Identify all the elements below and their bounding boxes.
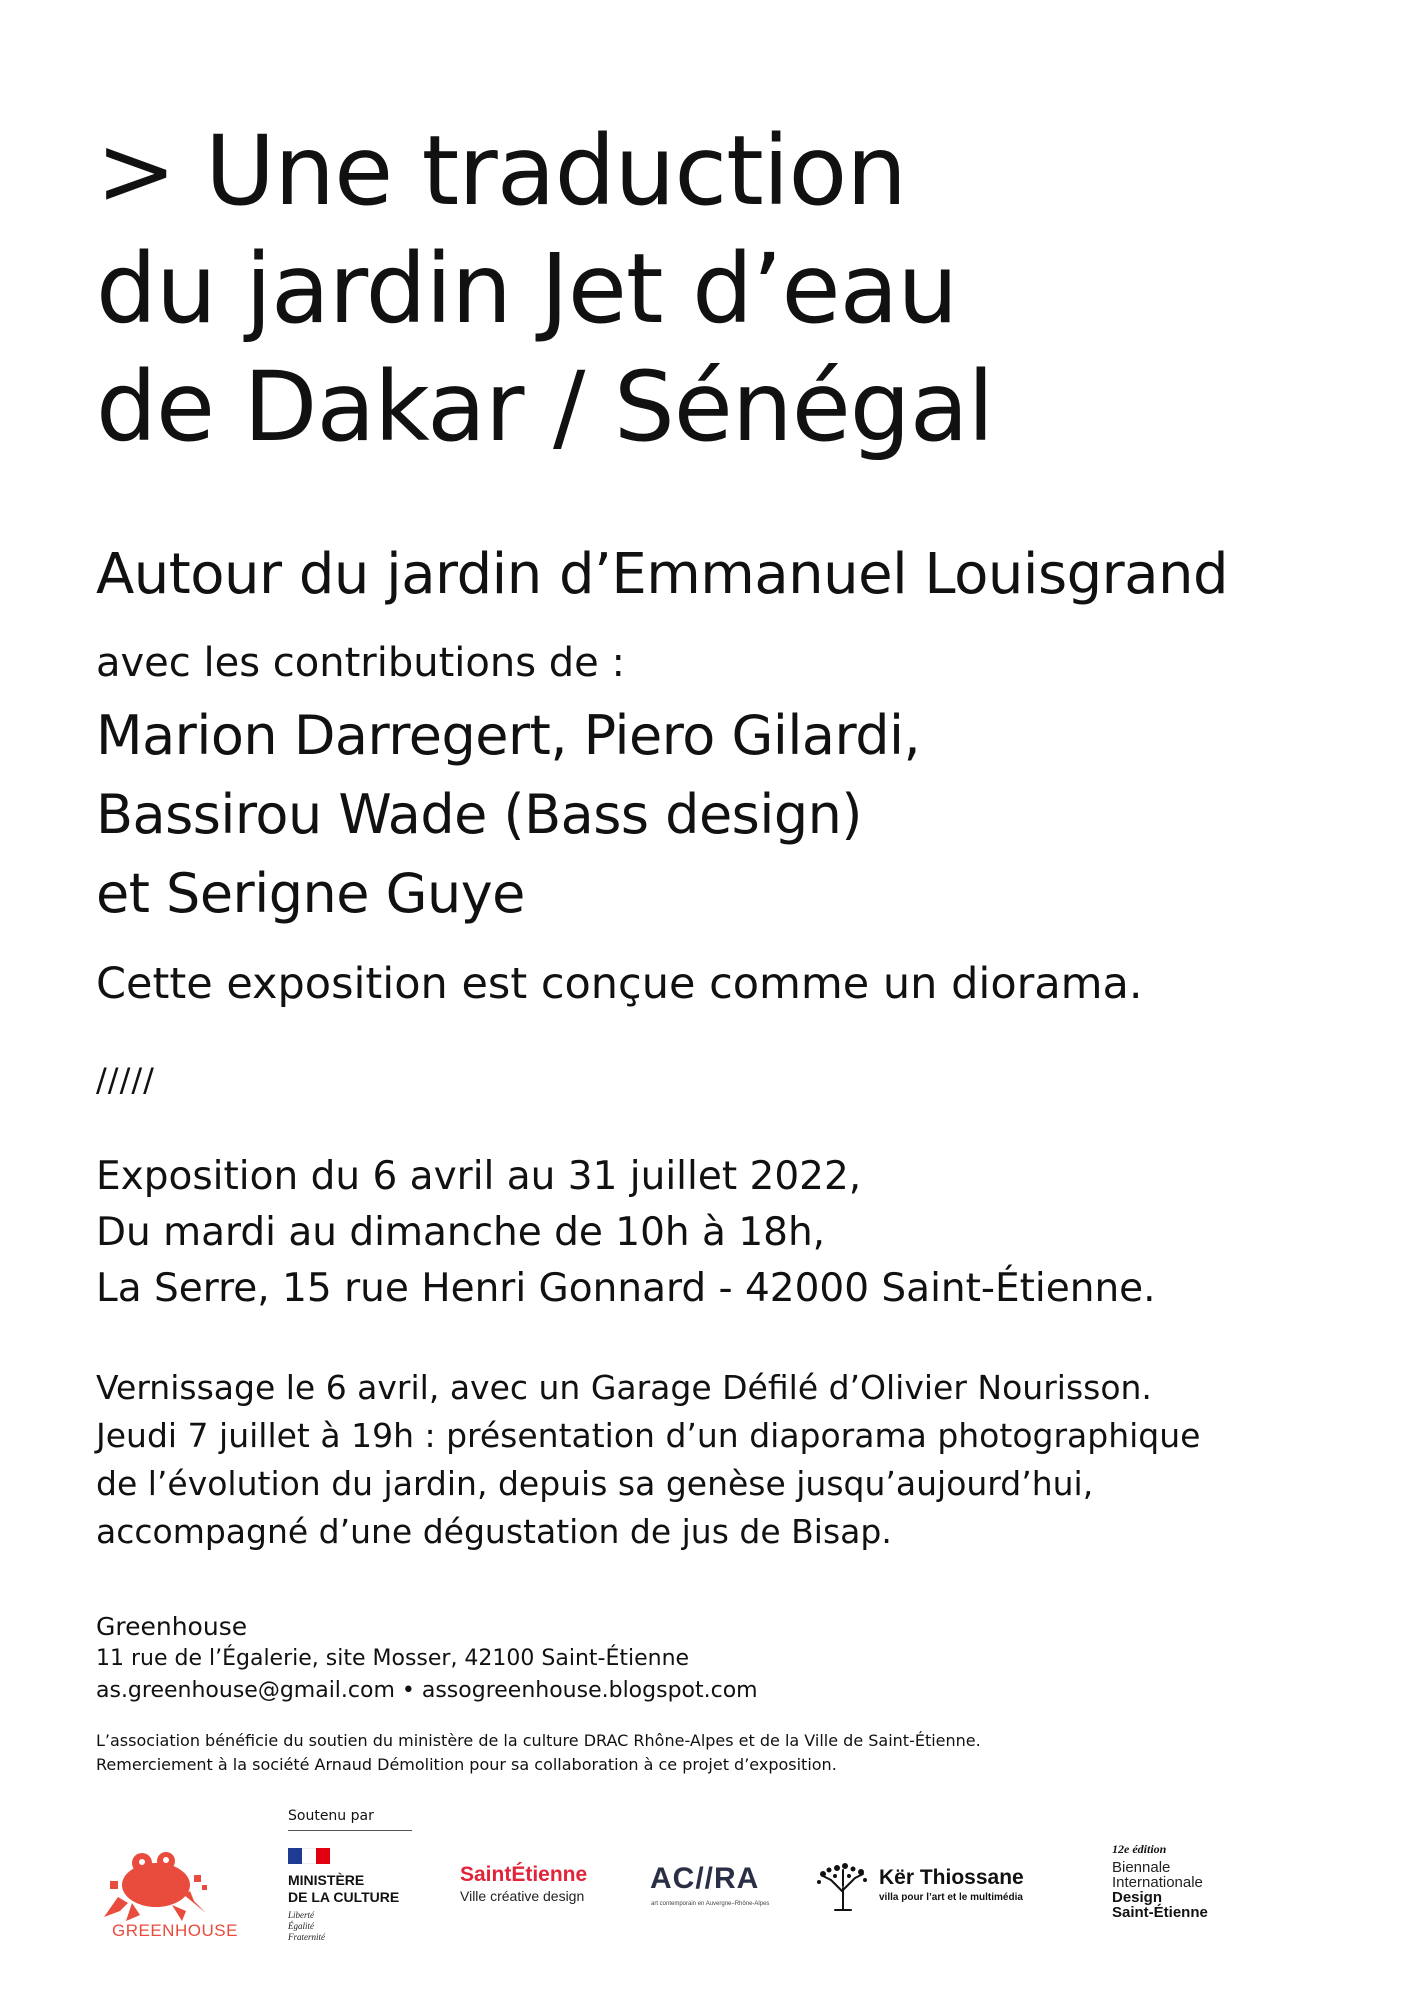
legal-line-1: L’association bénéficie du soutien du ministère de la culture DRAC Rhône-Alpes et de la Ville de Saint-Étienne. xyxy=(96,1731,981,1750)
exhibition-dates: Exposition du 6 avril au 31 juillet 2022, xyxy=(96,1154,862,1199)
contributions-intro: avec les contributions de : xyxy=(96,640,625,686)
legal-line-2: Remerciement à la société Arnaud Démolition pour sa collaboration à ce projet d’exposition. xyxy=(96,1755,837,1774)
ker-thiossane-logo xyxy=(815,1862,1055,1912)
motto-fraternite: Fraternité xyxy=(288,1932,325,1942)
biennale-edition: 12e édition xyxy=(1112,1842,1167,1856)
ministere-line-2: DE LA CULTURE xyxy=(288,1889,400,1905)
ker-thiossane-name: Kër Thiossane xyxy=(879,1866,1024,1889)
concept-statement: Cette exposition est conçue comme un diorama. xyxy=(96,959,1143,1009)
organization-address: 11 rue de l’Égalerie, site Mosser, 42100 Saint-Étienne xyxy=(96,1646,690,1671)
event-line-4: accompagné d’une dégustation de jus de Bisap. xyxy=(96,1512,892,1551)
greenhouse-logo-text: GREENHOUSE xyxy=(112,1921,238,1940)
contributors-line-2: Bassirou Wade (Bass design) xyxy=(96,783,862,846)
organization-contact: as.greenhouse@gmail.com • assogreenhouse.blogspot.com xyxy=(96,1678,758,1703)
exhibition-venue: La Serre, 15 rue Henri Gonnard - 42000 Saint-Étienne. xyxy=(96,1266,1156,1311)
event-line-3: de l’évolution du jardin, depuis sa genèse jusqu’aujourd’hui, xyxy=(96,1464,1094,1503)
supported-by-label: Soutenu par xyxy=(288,1808,374,1824)
biennale-line-4: Saint-Étienne xyxy=(1112,1904,1208,1921)
biennale-line-1: Biennale xyxy=(1112,1859,1171,1876)
title-line-2: du jardin Jet d’eau xyxy=(96,233,958,345)
title-line-1: > Une traduction xyxy=(96,115,907,227)
organization-name: Greenhouse xyxy=(96,1612,248,1641)
biennale-design-logo xyxy=(1110,1842,1240,1932)
acra-logo xyxy=(650,1862,780,1910)
greenhouse-logo xyxy=(98,1845,238,1950)
acra-tagline: art contemporain en Auvergne–Rhône-Alpes xyxy=(651,1901,770,1907)
frog-icon xyxy=(98,1845,238,1925)
title-line-3: de Dakar / Sénégal xyxy=(96,351,994,463)
event-line-2: Jeudi 7 juillet à 19h : présentation d’un diaporama photographique xyxy=(96,1416,1201,1455)
tree-icon xyxy=(815,1862,871,1912)
saint-etienne-tagline: Ville créative design xyxy=(460,1888,585,1904)
saint-etienne-name: SaintÉtienne xyxy=(460,1863,588,1886)
biennale-line-2: Internationale xyxy=(1112,1874,1203,1891)
motto-liberte: Liberté xyxy=(288,1910,314,1920)
ker-thiossane-tagline: villa pour l’art et le multimédia xyxy=(879,1892,1023,1903)
biennale-line-3: Design xyxy=(1112,1889,1163,1906)
separator: ///// xyxy=(96,1061,155,1099)
ministere-line-1: MINISTÈRE xyxy=(288,1872,365,1888)
contributors-line-3: et Serigne Guye xyxy=(96,862,525,925)
acra-name: AC//RA xyxy=(650,1862,760,1895)
supported-by-rule xyxy=(288,1830,412,1831)
saint-etienne-logo xyxy=(458,1862,608,1910)
french-flag-icon xyxy=(288,1848,332,1864)
motto-egalite: Égalité xyxy=(288,1921,314,1931)
ministere-culture-logo xyxy=(286,1848,426,1948)
contributors-line-1: Marion Darregert, Piero Gilardi, xyxy=(96,704,921,767)
event-line-1: Vernissage le 6 avril, avec un Garage Défilé d’Olivier Nourisson. xyxy=(96,1368,1152,1407)
exhibition-hours: Du mardi au dimanche de 10h à 18h, xyxy=(96,1210,826,1255)
subtitle: Autour du jardin d’Emmanuel Louisgrand xyxy=(96,542,1229,607)
